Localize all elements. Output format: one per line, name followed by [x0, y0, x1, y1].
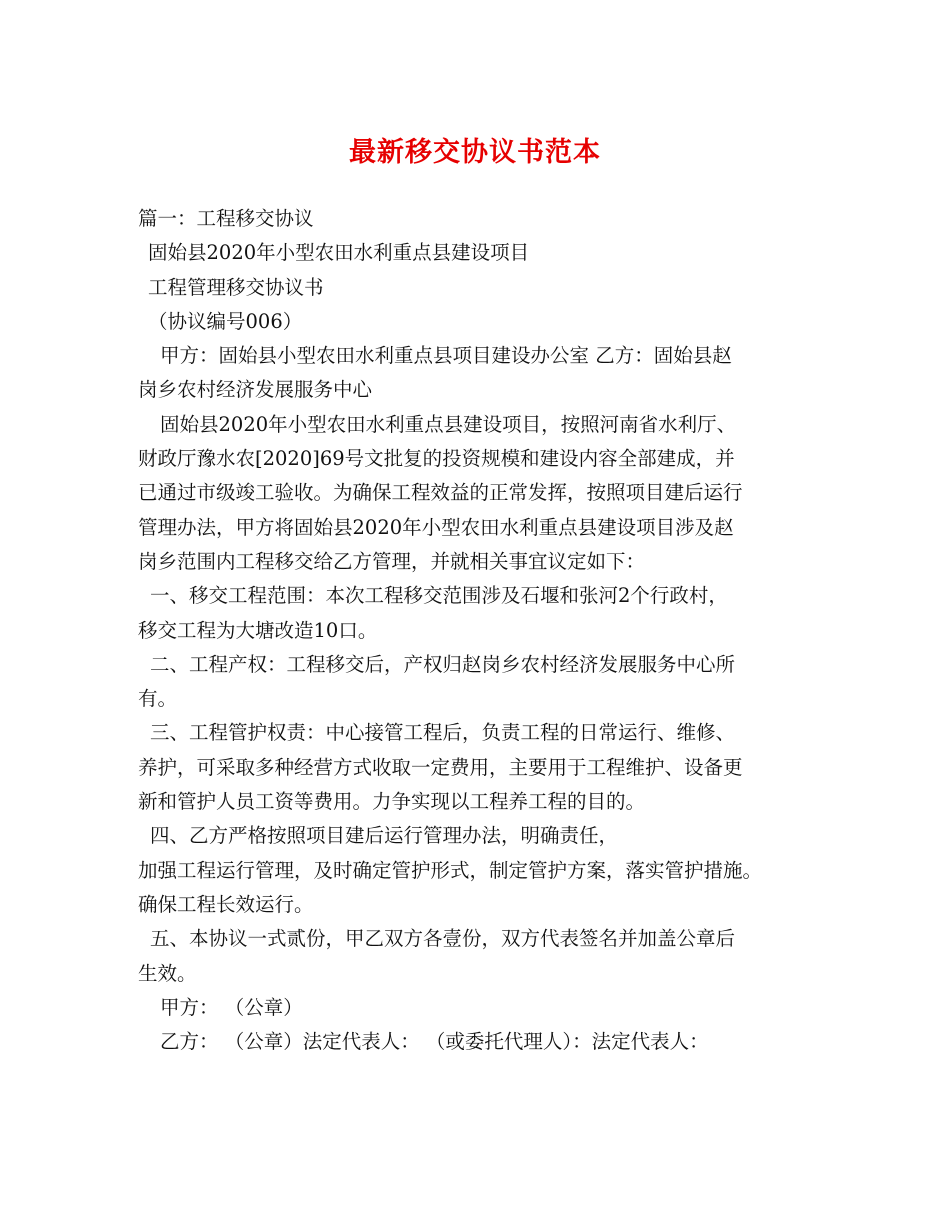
- clause-3-line-cont: 新和管护人员工资等费用。力争实现以工程养工程的目的。: [138, 790, 646, 814]
- parties-line: 甲方：固始县小型农田水利重点县项目建设办公室 乙方：固始县赵: [160, 344, 732, 368]
- document-title: 最新移交协议书范本: [349, 137, 601, 168]
- paragraph-line: 已通过市级竣工验收。为确保工程效益的正常发挥，按照项目建后运行: [138, 481, 743, 505]
- signature-party-b-line: 乙方： （公章）法定代表人： （或委托代理人）：法定代表人：: [160, 1030, 709, 1054]
- clause-1-line: 一、移交工程范围：本次工程移交范围涉及石堰和张河2个行政村，: [150, 584, 728, 608]
- project-name-line: 固始县2020年小型农田水利重点县建设项目: [148, 241, 530, 265]
- clause-4-line-cont: 加强工程运行管理，及时确定管护形式，制定管护方案，落实管护措施。: [138, 858, 763, 882]
- agreement-name-line: 工程管理移交协议书: [148, 275, 324, 299]
- clause-4-line: 四、乙方严格按照项目建后运行管理办法，明确责任，: [150, 824, 619, 848]
- clause-4-line-cont: 确保工程长效运行。: [138, 892, 314, 916]
- paragraph-line: 管理办法，甲方将固始县2020年小型农田水利重点县建设项目涉及赵: [138, 515, 734, 539]
- paragraph-line: 固始县2020年小型农田水利重点县建设项目，按照河南省水利厅、: [160, 412, 737, 436]
- section-heading: 篇一：工程移交协议: [138, 207, 314, 230]
- clause-1-line-cont: 移交工程为大塘改造10口。: [138, 618, 378, 642]
- clause-2-line: 二、工程产权：工程移交后，产权归赵岗乡农村经济发展服务中心所: [150, 652, 736, 676]
- paragraph-line: 岗乡范围内工程移交给乙方管理，并就相关事宜议定如下：: [138, 549, 646, 573]
- clause-2-line-cont: 有。: [138, 687, 178, 711]
- clause-5-line-cont: 生效。: [138, 961, 197, 985]
- signature-party-a-line: 甲方： （公章）: [160, 995, 303, 1019]
- document-body: [138, 202, 838, 1059]
- clause-3-line: 三、工程管护权责：中心接管工程后，负责工程的日常运行、维修、: [150, 721, 736, 745]
- paragraph-line: 财政厅豫水农[2020]69号文批复的投资规模和建设内容全部建成，并: [138, 447, 735, 471]
- parties-line-cont: 岗乡农村经济发展服务中心: [138, 378, 373, 402]
- agreement-number-line: （协议编号006）: [148, 309, 303, 333]
- clause-3-line-cont: 养护，可采取多种经营方式收取一定费用，主要用于工程维护、设备更: [138, 755, 743, 779]
- clause-5-line: 五、本协议一式贰份，甲乙双方各壹份，双方代表签名并加盖公章后: [150, 927, 736, 951]
